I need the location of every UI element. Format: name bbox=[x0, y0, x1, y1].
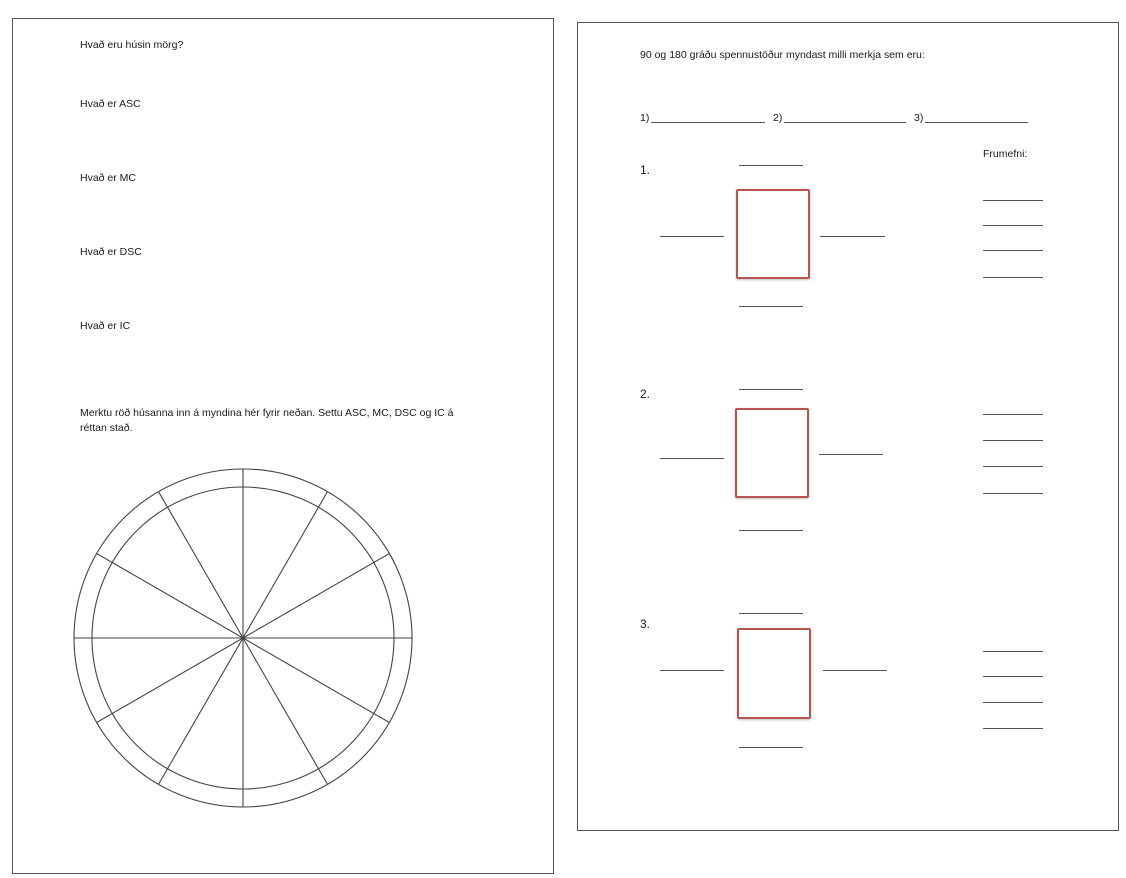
question-mc: Hvað er MC bbox=[80, 172, 137, 184]
section-number-2: 2. bbox=[640, 387, 651, 401]
section-1-left-line[interactable] bbox=[660, 236, 724, 237]
instruction-line-2: réttan stað. bbox=[80, 422, 133, 434]
section-3-element-line-3[interactable] bbox=[983, 702, 1043, 703]
question-dsc: Hvað er DSC bbox=[80, 246, 142, 258]
blank-label-3: 3) bbox=[914, 112, 924, 124]
section-2-right-line[interactable] bbox=[819, 454, 883, 455]
section-1-element-line-4[interactable] bbox=[983, 277, 1043, 278]
section-2-sign-box[interactable] bbox=[735, 408, 809, 498]
question-ic: Hvað er IC bbox=[80, 320, 131, 332]
section-1-top-line[interactable] bbox=[739, 165, 803, 166]
section-1-element-line-1[interactable] bbox=[983, 200, 1043, 201]
question-house-count: Hvað eru húsin mörg? bbox=[80, 39, 184, 51]
section-number-3: 3. bbox=[640, 617, 651, 631]
section-1-sign-box[interactable] bbox=[736, 189, 810, 279]
section-3-left-line[interactable] bbox=[660, 670, 724, 671]
section-2-element-line-1[interactable] bbox=[983, 414, 1043, 415]
section-3-top-line[interactable] bbox=[739, 613, 803, 614]
section-number-1: 1. bbox=[640, 163, 651, 177]
section-2-element-line-4[interactable] bbox=[983, 493, 1043, 494]
section-1-right-line[interactable] bbox=[820, 236, 885, 237]
worksheet-page-aspects bbox=[577, 22, 1119, 831]
section-2-bottom-line[interactable] bbox=[739, 530, 803, 531]
section-2-element-line-2[interactable] bbox=[983, 440, 1043, 441]
blank-label-1: 1) bbox=[640, 112, 650, 124]
section-3-element-line-4[interactable] bbox=[983, 728, 1043, 729]
section-2-left-line[interactable] bbox=[660, 458, 724, 459]
section-1-element-line-3[interactable] bbox=[983, 250, 1043, 251]
section-3-bottom-line[interactable] bbox=[739, 747, 803, 748]
blank-line-2[interactable] bbox=[784, 122, 906, 123]
section-3-element-line-1[interactable] bbox=[983, 651, 1043, 652]
instruction-line-1: Merktu röð húsanna inn á myndina hér fyrir neðan. Settu ASC, MC, DSC og IC á bbox=[80, 407, 454, 419]
question-asc: Hvað er ASC bbox=[80, 98, 141, 110]
frumefni-label: Frumefni: bbox=[983, 148, 1028, 160]
section-3-right-line[interactable] bbox=[823, 670, 887, 671]
aspects-heading: 90 og 180 gráðu spennustöður myndast milli merkja sem eru: bbox=[640, 49, 925, 61]
section-1-bottom-line[interactable] bbox=[739, 306, 803, 307]
section-3-element-line-2[interactable] bbox=[983, 676, 1043, 677]
blank-line-1[interactable] bbox=[651, 122, 765, 123]
section-3-sign-box[interactable] bbox=[737, 628, 811, 719]
section-2-element-line-3[interactable] bbox=[983, 466, 1043, 467]
blank-label-2: 2) bbox=[773, 112, 783, 124]
section-1-element-line-2[interactable] bbox=[983, 225, 1043, 226]
blank-line-3[interactable] bbox=[925, 122, 1028, 123]
section-2-top-line[interactable] bbox=[739, 389, 803, 390]
